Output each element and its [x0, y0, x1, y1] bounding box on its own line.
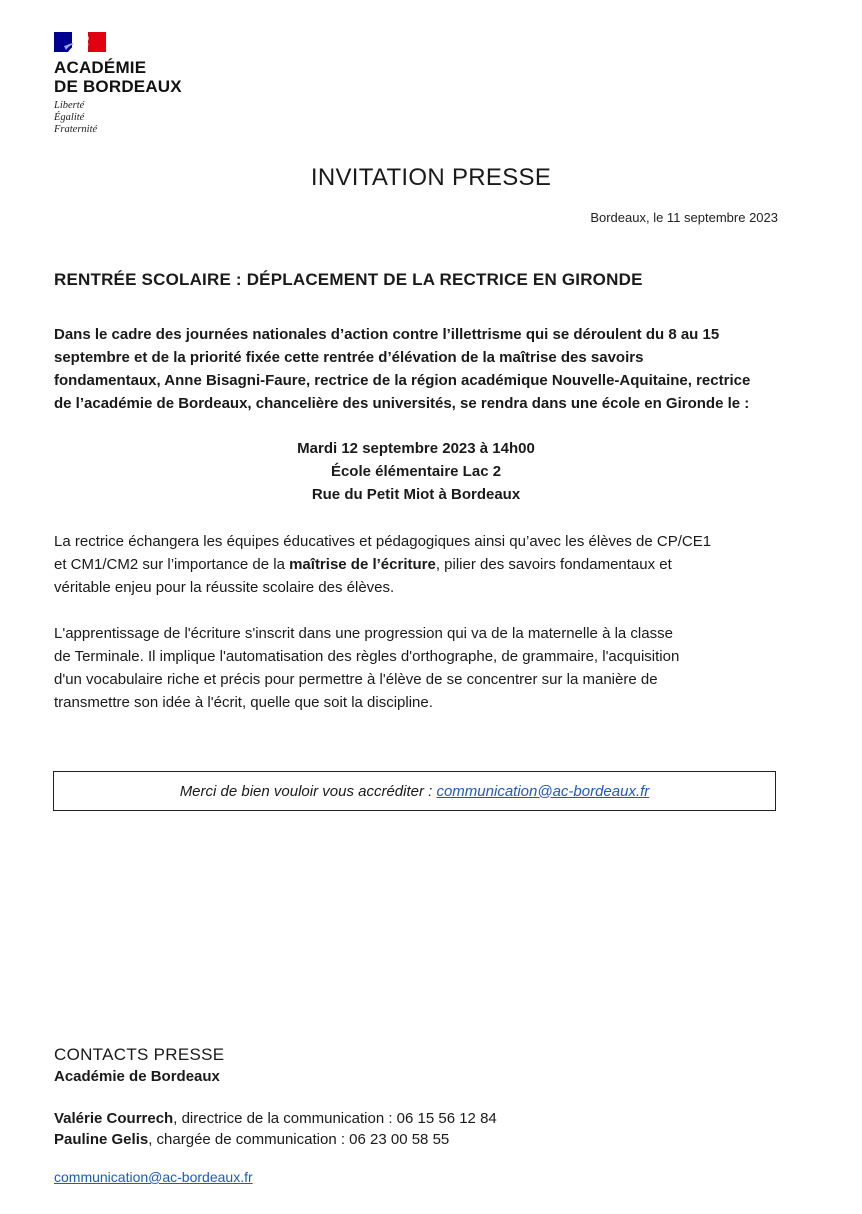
- institution-name-line1: ACADÉMIE: [54, 58, 147, 77]
- contact-person: [54, 1110, 497, 1127]
- body-paragraph-2: [54, 622, 774, 714]
- event-datetime: Mardi 12 septembre 2023 à 14h00: [297, 440, 535, 457]
- contacts-title: CONTACTS PRESSE: [54, 1045, 225, 1064]
- contact-name: Valérie Courrech: [54, 1110, 174, 1127]
- contact-person: [54, 1131, 449, 1148]
- accreditation-text: Merci de bien vouloir vous accréditer :: [179, 782, 437, 800]
- text-segment: , pilier des savoirs fondamentaux et: [435, 556, 672, 573]
- contacts-email-link[interactable]: communication@ac-bordeaux.fr: [54, 1169, 253, 1185]
- emphasis-text: maîtrise de l’écriture: [289, 556, 436, 573]
- accreditation-box: [53, 771, 776, 811]
- body-paragraph-1: [54, 530, 794, 599]
- contacts-email: [54, 1169, 253, 1185]
- contact-name: Pauline Gelis: [54, 1131, 149, 1148]
- paragraph-line: d'un vocabulaire riche et précis pour permettre à l'élève de se concentrer sur la manière de: [54, 671, 658, 688]
- academy-logo: [54, 32, 254, 136]
- paragraph-line: L'apprentissage de l'écriture s'inscrit dans une progression qui va de la maternelle à la classe: [54, 625, 673, 642]
- document-title: INVITATION PRESSE: [310, 164, 552, 191]
- paragraph-line: véritable enjeu pour la réussite scolaire des élèves.: [54, 579, 395, 596]
- intro-line: septembre et de la priorité fixée cette rentrée d’élévation de la maîtrise des savoirs: [54, 349, 644, 366]
- marianne-flag-icon: [54, 32, 106, 52]
- event-address: Rue du Petit Miot à Bordeaux: [311, 486, 521, 503]
- headline: RENTRÉE SCOLAIRE : DÉPLACEMENT DE LA RECTRICE EN GIRONDE: [54, 270, 643, 289]
- paragraph-line: de Terminale. Il implique l'automatisation des règles d'orthographe, de grammaire, l'acquisition: [54, 648, 680, 665]
- intro-line: fondamentaux, Anne Bisagni-Faure, rectrice de la région académique Nouvelle-Aquitaine, rectrice: [54, 372, 751, 389]
- paragraph-line: [54, 553, 794, 576]
- contacts-organization: Académie de Bordeaux: [54, 1068, 220, 1085]
- paragraph-line: La rectrice échangera les équipes éducatives et pédagogiques ainsi qu’avec les élèves de CP/CE1: [54, 533, 712, 550]
- motto-fraternite: Fraternité: [54, 124, 98, 135]
- event-details: [0, 437, 832, 506]
- text-segment: et CM1/CM2 sur l’importance de la: [54, 556, 290, 573]
- motto-liberte: Liberté: [54, 100, 85, 111]
- contact-role: , directrice de la communication : 06 15 56 12 84: [173, 1110, 497, 1127]
- date-line: Bordeaux, le 11 septembre 2023: [590, 210, 778, 225]
- event-place: École élémentaire Lac 2: [330, 463, 502, 480]
- motto-egalite: Égalité: [54, 112, 85, 123]
- institution-name-line2: DE BORDEAUX: [54, 77, 182, 96]
- intro-line: de l’académie de Bordeaux, chancelière des universités, se rendra dans une école en Gironde le :: [54, 395, 750, 412]
- paragraph-line: transmettre son idée à l'écrit, quelle que soit la discipline.: [54, 694, 433, 711]
- accreditation-email-link[interactable]: communication@ac-bordeaux.fr: [436, 782, 650, 800]
- contact-role: , chargée de communication : 06 23 00 58 55: [148, 1131, 450, 1148]
- intro-line: Dans le cadre des journées nationales d’action contre l’illettrisme qui se déroulent du 8 au 15: [54, 326, 720, 343]
- intro-paragraph: [54, 323, 794, 415]
